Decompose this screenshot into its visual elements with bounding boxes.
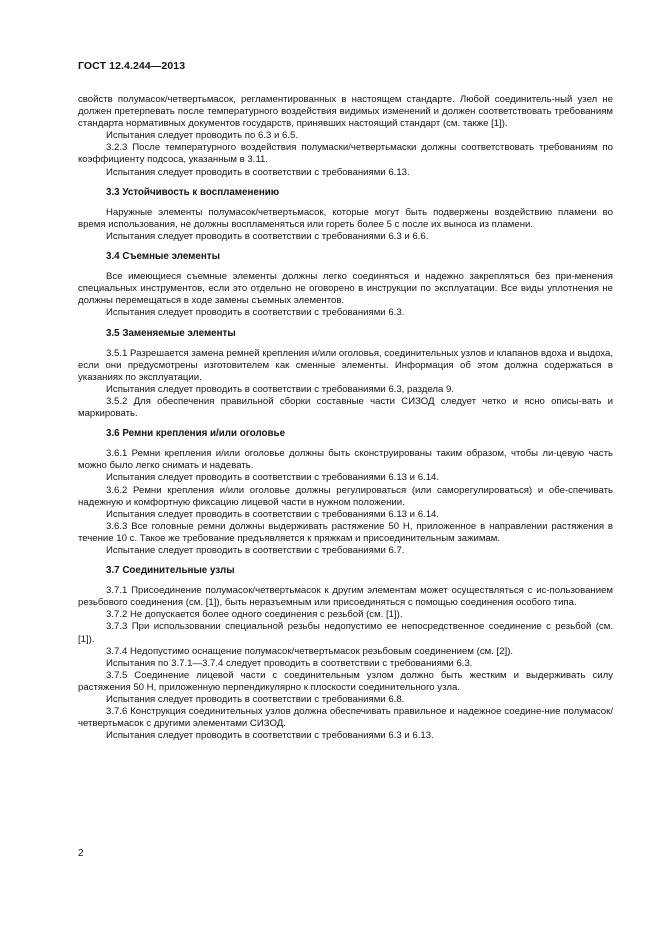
paragraph: 3.7.1 Присоединение полумасок/четвертьмасок к другим элементам может осуществляться с ис-пользованием резьбового соединения (см. [1]), быть неразъемным или присоединяться с помощью соединения особого типа.	[78, 585, 613, 609]
paragraph: Испытания следует проводить в соответствии с требованиями 6.3 и 6.6.	[106, 230, 429, 242]
document-header: ГОСТ 12.4.244—2013	[78, 60, 186, 72]
page-number: 2	[78, 848, 84, 859]
paragraph: Испытания следует проводить в соответствии с требованиями 6.8.	[106, 694, 405, 706]
paragraph: 3.2.3 После температурного воздействия полумаски/четвертьмаски должны соответствовать требованиям по коэффициенту подсоса, указанным в 3.11.	[78, 142, 613, 166]
paragraph: 3.5.2 Для обеспечения правильной сборки составные части СИЗОД следует четко и ясно описы-вать и маркировать.	[78, 395, 613, 420]
paragraph: Наружные элементы полумасок/четвертьмасок, которые могут быть подвержены воздействию пламени во время использования, не должны воспламеняться или гореть более 5 с после их выноса из пламени.	[78, 206, 613, 230]
section-heading-3-5: 3.5 Заменяемые элементы	[106, 327, 236, 339]
paragraph: Все имеющиеся съемные элементы должны легко соединяться и надежно закрепляться без при-менения специальных инструментов, если это отдельно не оговорено в инструкции по эксплуатации. Все виды уплотнения не должны перемещаться в ходе замены съемных элементов.	[78, 271, 613, 307]
paragraph: Испытания следует проводить в соответствии с требованиями 6.13 и 6.14.	[106, 508, 440, 520]
paragraph: 3.7.2 Не допускается более одного соединения с резьбой (см. [1]).	[106, 609, 403, 621]
paragraph: Испытания следует проводить в соответствии с требованиями 6.13.	[106, 166, 410, 178]
section-heading-3-3: 3.3 Устойчивость к воспламенению	[106, 186, 280, 198]
paragraph: Испытания по 3.7.1—3.7.4 следует проводить в соответствии с требованиями 6.3.	[106, 657, 473, 669]
paragraph: Испытания следует проводить в соответствии с требованиями 6.3.	[106, 307, 405, 319]
paragraph: 3.7.5 Соединение лицевой части с соединительным узлом должно быть жестким и выдерживать силу растяжения 50 Н, приложенную перпендикулярно к плоскости соединительного узла.	[78, 669, 613, 693]
paragraph: свойств полумасок/четвертьмасок, регламентированных в настоящем стандарте. Любой соединитель-ный узел не должен претерпевать после температурного воздействия видимых изменений и должен соответствовать требованиям стандарта нормативных документов государств, принявших настоящий стандарт (см. также [1]).	[78, 94, 613, 130]
paragraph: Испытания следует проводить в соответствии с требованиями 6.3 и 6.13.	[106, 730, 434, 742]
section-heading-3-4: 3.4 Съемные элементы	[106, 251, 220, 263]
paragraph: 3.5.1 Разрешается замена ремней крепления и/или оголовья, соединительных узлов и клапанов вдоха и выдоха, если они предусмотрены изготовителем как сменные элементы. Информация об этом должна содержаться в указаниях по эксплуатации.	[78, 347, 613, 383]
paragraph: 3.6.2 Ремни крепления и/или оголовье должны регулироваться (или саморегулироваться) и обе-спечивать надежную и комфортную фиксацию лицевой части в нужном положении.	[78, 484, 613, 508]
section-heading-3-6: 3.6 Ремни крепления и/или оголовье	[106, 428, 286, 440]
paragraph: Испытания следует проводить в соответствии с требованиями 6.3, раздела 9.	[106, 383, 454, 395]
paragraph: 3.7.6 Конструкция соединительных узлов должна обеспечивать правильное и надежное соедине-ние полумасок/четвертьмасок с другими элементами СИЗОД.	[78, 706, 613, 730]
section-heading-3-7: 3.7 Соединительные узлы	[106, 565, 235, 577]
paragraph: 3.6.1 Ремни крепления и/или оголовье должны быть сконструированы таким образом, чтобы ли-цевую часть можно было легко снимать и надевать.	[78, 448, 613, 472]
paragraph: 3.6.3 Все головные ремни должны выдерживать растяжение 50 Н, приложенное в направлении растяжения в течение 10 с. Такое же требование предъявляется к пряжкам и присоединительным зажимам.	[78, 520, 613, 544]
document-body	[78, 94, 613, 742]
paragraph: Испытания следует проводить в соответствии с требованиями 6.13 и 6.14.	[106, 472, 440, 484]
paragraph: 3.7.4 Недопустимо оснащение полумасок/четвертьмасок резьбовым соединением (см. [2]).	[106, 645, 514, 657]
paragraph: 3.7.3 При использовании специальной резьбы недопустимо ее непосредственное соединение с резьбой (см. [1]).	[78, 621, 613, 645]
paragraph: Испытание следует проводить в соответствии с требованиями 6.7.	[106, 545, 405, 556]
paragraph: Испытания следует проводить по 6.3 и 6.5.	[106, 130, 299, 142]
